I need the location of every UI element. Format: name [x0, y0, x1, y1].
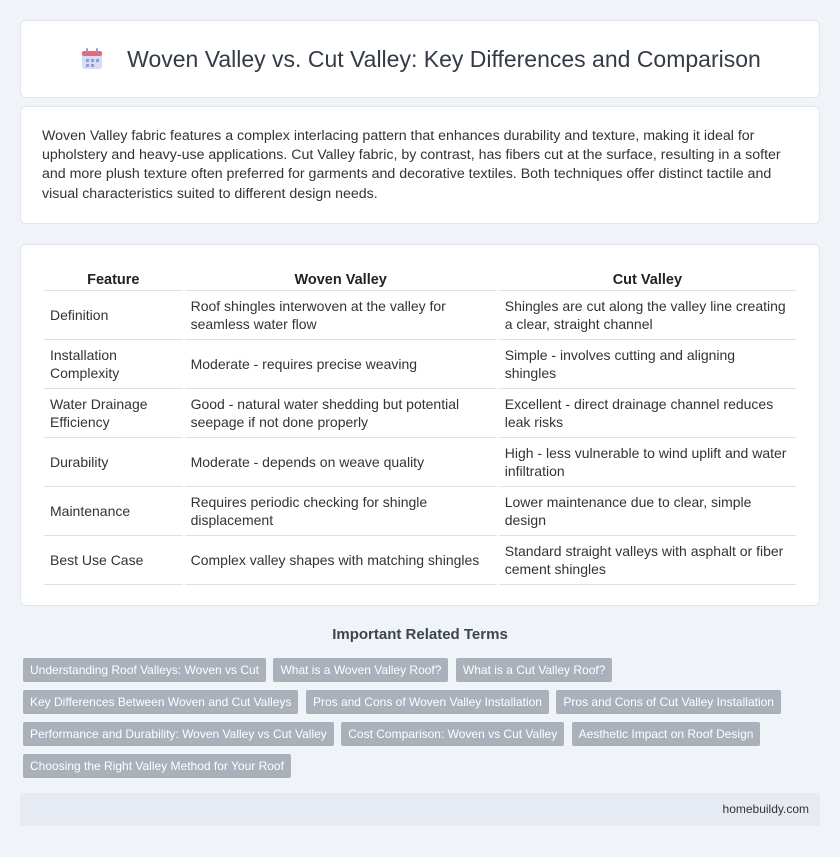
cut-cell: Standard straight valleys with asphalt or fiber cement shingles	[499, 536, 796, 585]
header-card	[20, 20, 820, 98]
woven-cell: Complex valley shapes with matching shingles	[185, 536, 497, 585]
woven-cell: Good - natural water shedding but potential seepage if not done properly	[185, 389, 497, 438]
calendar-icon	[79, 46, 105, 72]
header-feature: Feature	[44, 265, 183, 291]
related-term-tag[interactable]: Choosing the Right Valley Method for Your Roof	[23, 754, 291, 778]
feature-cell: Installation Complexity	[44, 340, 183, 389]
cut-cell: Shingles are cut along the valley line creating a clear, straight channel	[499, 291, 796, 340]
related-term-tag[interactable]: Pros and Cons of Cut Valley Installation	[556, 690, 781, 714]
related-terms-list	[23, 658, 813, 786]
related-term-tag[interactable]: Aesthetic Impact on Roof Design	[572, 722, 761, 746]
table-row	[44, 536, 796, 585]
table-row	[44, 340, 796, 389]
related-term-tag[interactable]: Cost Comparison: Woven vs Cut Valley	[341, 722, 564, 746]
comparison-table	[42, 265, 798, 585]
woven-cell: Roof shingles interwoven at the valley for seamless water flow	[185, 291, 497, 340]
table-row	[44, 487, 796, 536]
cut-cell: High - less vulnerable to wind uplift and water infiltration	[499, 438, 796, 487]
table-header-row	[44, 265, 796, 291]
footer	[20, 793, 820, 826]
header-cut-valley: Cut Valley	[499, 265, 796, 291]
intro-paragraph: Woven Valley fabric features a complex interlacing pattern that enhances durability and texture, making it ideal for upholstery and heavy-use applications. Cut Valley fabric, by contrast, has fibers cut at the surface, resulting in a softer and more plush texture often preferred for garments and decorative textiles. Both techniques offer distinct tactile and visual characteristics suited to different design needs.	[42, 128, 781, 202]
feature-cell: Maintenance	[44, 487, 183, 536]
table-row	[44, 389, 796, 438]
feature-cell: Durability	[44, 438, 183, 487]
related-term-tag[interactable]: Performance and Durability: Woven Valley vs Cut Valley	[23, 722, 334, 746]
related-term-tag[interactable]: What is a Cut Valley Roof?	[456, 658, 613, 682]
feature-cell: Water Drainage Efficiency	[44, 389, 183, 438]
footer-brand: homebuildy.com	[722, 802, 809, 816]
header	[79, 46, 761, 73]
woven-cell: Moderate - requires precise weaving	[185, 340, 497, 389]
intro-card	[20, 106, 820, 224]
related-term-tag[interactable]: Key Differences Between Woven and Cut Valleys	[23, 690, 298, 714]
cut-cell: Lower maintenance due to clear, simple design	[499, 487, 796, 536]
related-term-tag[interactable]: What is a Woven Valley Roof?	[273, 658, 448, 682]
related-term-tag[interactable]: Understanding Roof Valleys: Woven vs Cut	[23, 658, 266, 682]
woven-cell: Requires periodic checking for shingle displacement	[185, 487, 497, 536]
cut-cell: Simple - involves cutting and aligning shingles	[499, 340, 796, 389]
cut-cell: Excellent - direct drainage channel reduces leak risks	[499, 389, 796, 438]
related-terms-title: Important Related Terms	[332, 626, 508, 643]
header-woven-valley: Woven Valley	[185, 265, 497, 291]
woven-cell: Moderate - depends on weave quality	[185, 438, 497, 487]
table-row	[44, 291, 796, 340]
feature-cell: Definition	[44, 291, 183, 340]
table-row	[44, 438, 796, 487]
comparison-card	[20, 244, 820, 606]
feature-cell: Best Use Case	[44, 536, 183, 585]
page-title: Woven Valley vs. Cut Valley: Key Differences and Comparison	[127, 45, 761, 72]
related-term-tag[interactable]: Pros and Cons of Woven Valley Installation	[306, 690, 549, 714]
